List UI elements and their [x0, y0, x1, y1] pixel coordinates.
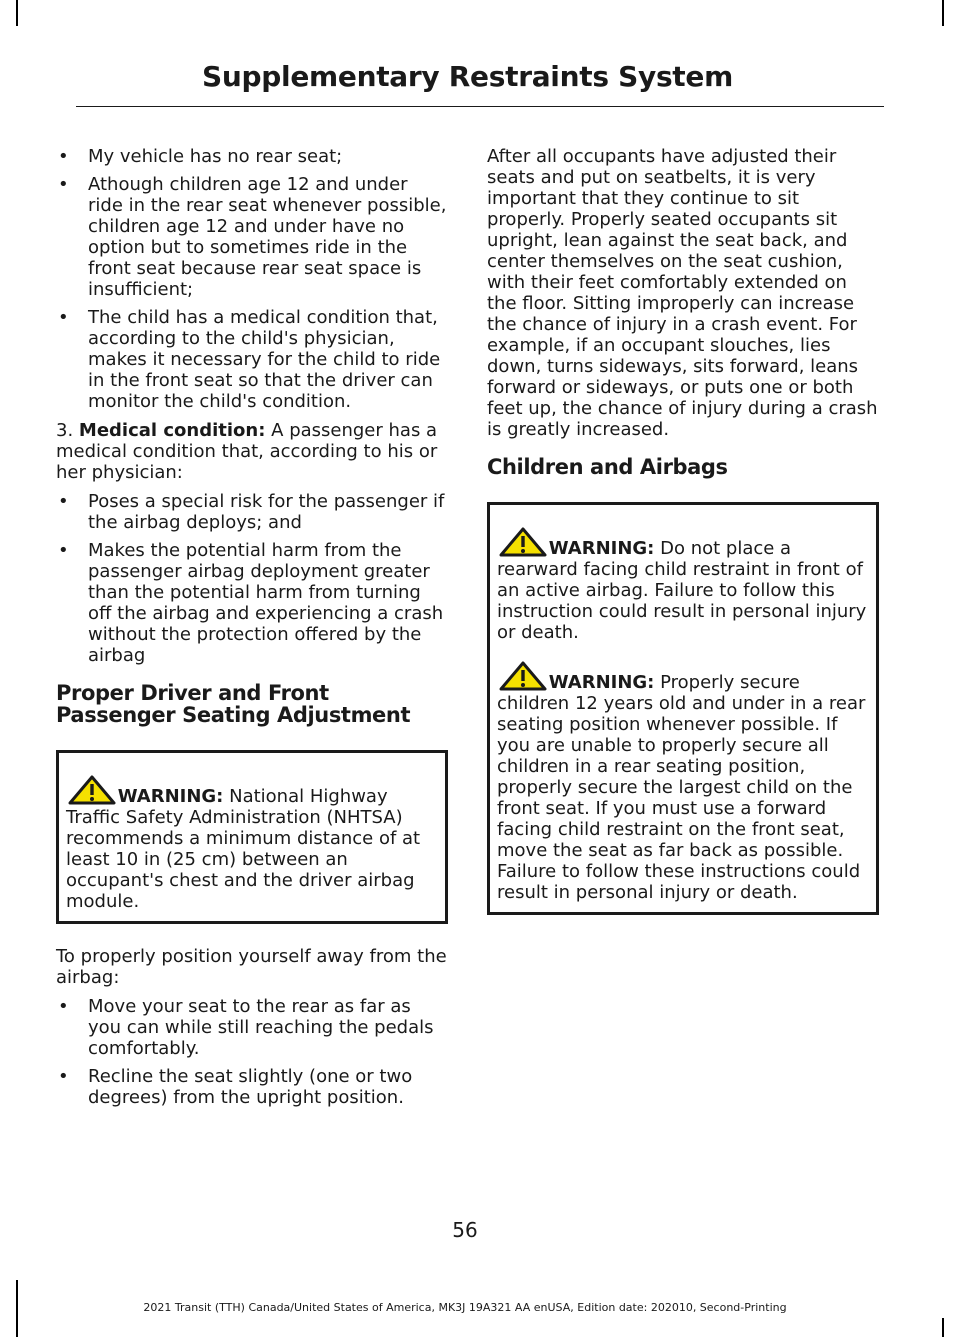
bullet: •: [58, 307, 69, 328]
list-item: • Recline the seat slightly (one or two degrees) from the upright position.: [58, 1066, 413, 1108]
bullet: •: [58, 174, 69, 195]
right-column: [487, 146, 879, 937]
header-divider: [76, 106, 884, 107]
bullet: •: [58, 1066, 69, 1087]
section-heading: Children and Airbags: [487, 455, 728, 479]
medical-condition-paragraph: 3. Medical condition: A passenger has a medical condition that, according to his or her physician:: [56, 420, 438, 483]
list-item: • Makes the potential harm from the passenger airbag deployment greater than the potential harm from turning off the airbag and experiencing a crash without the protection offered by the airbag: [58, 540, 444, 666]
intro-paragraph: To properly position yourself away from the airbag:: [56, 946, 447, 988]
bullet: •: [58, 146, 69, 167]
page-number: 56: [452, 1218, 478, 1242]
bullet-list: [56, 996, 448, 1108]
warning-box: [56, 750, 448, 924]
warning-triangle-icon: [68, 775, 118, 805]
list-item: • Poses a special risk for the passenger if the airbag deploys; and: [58, 491, 445, 533]
crop-mark: [16, 0, 18, 26]
warning: WARNING: Properly secure children 12 years old and under in a rear seating position whenever possible. If you are unable to properly secure all children in a rear seating position, properly secure the largest child on the front seat. If you must use a forward facing child restraint on the front seat, move the seat as far back as possible. Failure to follow these instructions could result in personal injury or death.: [497, 661, 869, 903]
warning: WARNING: Do not place a rearward facing child restraint in front of an active airbag. Failure to follow this instruction could result in personal injury or death.: [497, 527, 869, 643]
left-column: [56, 146, 448, 1116]
bullet: •: [58, 491, 69, 512]
warning-triangle-icon: [499, 527, 549, 557]
bullet-list: [56, 146, 448, 412]
bullet: •: [58, 540, 69, 561]
warning-box: [487, 502, 879, 915]
list-item: • Athough children age 12 and under ride in the rear seat whenever possible, children age 12 and under have no option but to sometimes ride in the front seat because rear seat space is insufficient;: [58, 174, 447, 300]
page-title: Supplementary Restraints System: [202, 60, 733, 93]
bullet: •: [58, 996, 69, 1017]
list-item: • Move your seat to the rear as far as you can while still reaching the pedals comfortably.: [58, 996, 434, 1059]
body-paragraph: After all occupants have adjusted their seats and put on seatbelts, it is very important that they continue to sit properly. Properly seated occupants sit upright, lean against the seat back, and center themselves on the seat cushion, with their feet comfortably extended on the floor. Sitting improperly can increase the chance of injury in a crash event. For example, if an occupant slouches, lies down, turns sideways, sits forward, leans forward or sideways, or puts one or both feet up, the chance of injury during a crash is greatly increased.: [487, 146, 878, 440]
warning: WARNING: National Highway Traffic Safety Administration (NHTSA) recommends a minimum distance of at least 10 in (25 cm) between an occupant's chest and the driver airbag module.: [66, 775, 438, 912]
list-item: • My vehicle has no rear seat;: [58, 146, 343, 167]
section-heading: Proper Driver and Front Passenger Seating Adjustment: [56, 681, 411, 727]
list-item: • The child has a medical condition that, according to the child's physician, makes it necessary for the child to ride in the front seat so that the driver can monitor the child's condition.: [58, 307, 441, 412]
warning-triangle-icon: [499, 661, 549, 691]
crop-mark: [942, 0, 944, 26]
bullet-list: [56, 491, 448, 666]
crop-mark: [942, 1318, 944, 1337]
footer-text: 2021 Transit (TTH) Canada/United States of America, MK3J 19A321 AA enUSA, Edition date: 202010, Second-Printing: [143, 1301, 787, 1314]
